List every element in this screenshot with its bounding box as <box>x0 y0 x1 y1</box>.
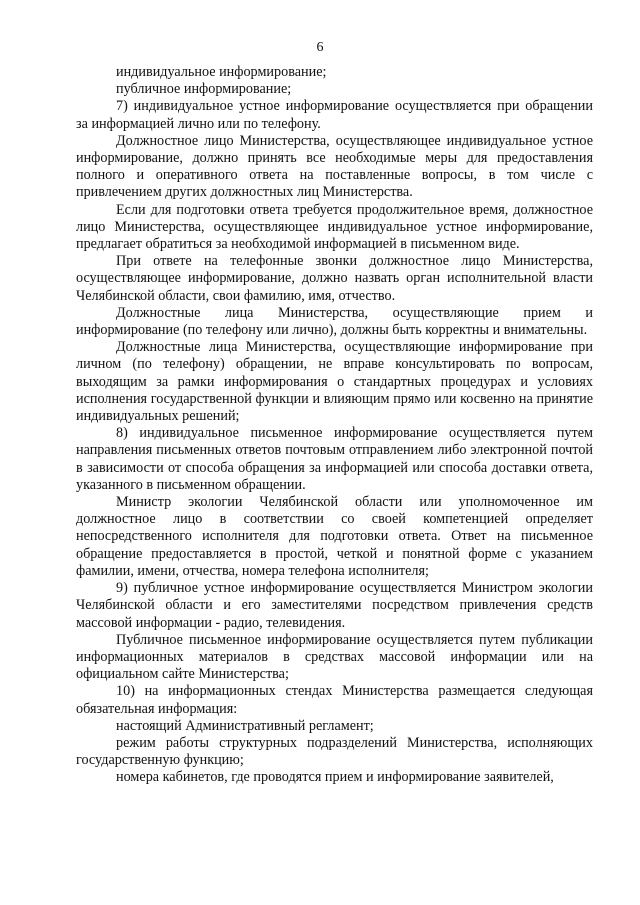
paragraph: 8) индивидуальное письменное информирование осуществляется путем направления письменных ответов почтовым отправлением либо электронной почтой в зависимости от способа обращения за информацией или способа доставки ответа, указанного в письменном обращении. <box>76 425 593 493</box>
paragraph: публичное информирование; <box>116 81 292 98</box>
paragraph: Должностные лица Министерства, осуществляющие информирование при личном (по телефону) обращении, не вправе консультировать по вопросам, выходящим за рамки информирования о стандартных процедурах и условиях исполнения государственной функции и влияющим прямо или косвенно на принятие индивидуальных решений; <box>76 339 593 425</box>
paragraph: 7) индивидуальное устное информирование осуществляется при обращении за информацией лично или по телефону. <box>76 98 593 132</box>
paragraph: 10) на информационных стендах Министерства размещается следующая обязательная информация: <box>76 683 593 717</box>
paragraph: Должностные лица Министерства, осуществляющие прием и информирование (по телефону или лично), должны быть корректны и внимательны. <box>76 304 593 339</box>
paragraph: настоящий Административный регламент; <box>116 717 374 734</box>
paragraph: индивидуальное информирование; <box>116 64 327 80</box>
paragraph: 9) публичное устное информирование осуществляется Министром экологии Челябинской области и его заместителями посредством привлечения средств массовой информации - радио, телевидения. <box>76 580 593 631</box>
paragraph: Если для подготовки ответа требуется продолжительное время, должностное лицо Министерства, осуществляющее индивидуальное устное информирование, предлагает обратиться за необходимой информацией в письменном виде. <box>76 201 593 253</box>
paragraph: режим работы структурных подразделений Министерства, исполняющих государственную функцию; <box>76 734 593 769</box>
page-number: 6 <box>316 40 324 55</box>
paragraph: При ответе на телефонные звонки должностное лицо Министерства, осуществляющее информирование, должно назвать орган исполнительной власти Челябинской области, свои фамилию, имя, отчество. <box>76 253 593 304</box>
paragraph: Публичное письменное информирование осуществляется путем публикации информационных материалов в средствах массовой информации или на официальном сайте Министерства; <box>76 631 593 683</box>
paragraph: номера кабинетов, где проводятся прием и информирование заявителей, <box>116 769 554 786</box>
paragraph: Должностное лицо Министерства, осуществляющее индивидуальное устное информирование, должно принять все необходимые меры для предоставления полного и оперативного ответа на поставленные вопросы, в том числе с привлечением других должностных лиц Министерства. <box>76 132 593 201</box>
document-body <box>76 64 593 787</box>
paragraph: Министр экологии Челябинской области или уполномоченное им должностное лицо в соответствии со своей компетенцией определяет непосредственного исполнителя для подготовки ответа. Ответ на письменное обращение предоставляется в простой, четкой и понятной форме с указанием фамилии, имени, отчества, номера телефона исполнителя; <box>76 494 593 579</box>
